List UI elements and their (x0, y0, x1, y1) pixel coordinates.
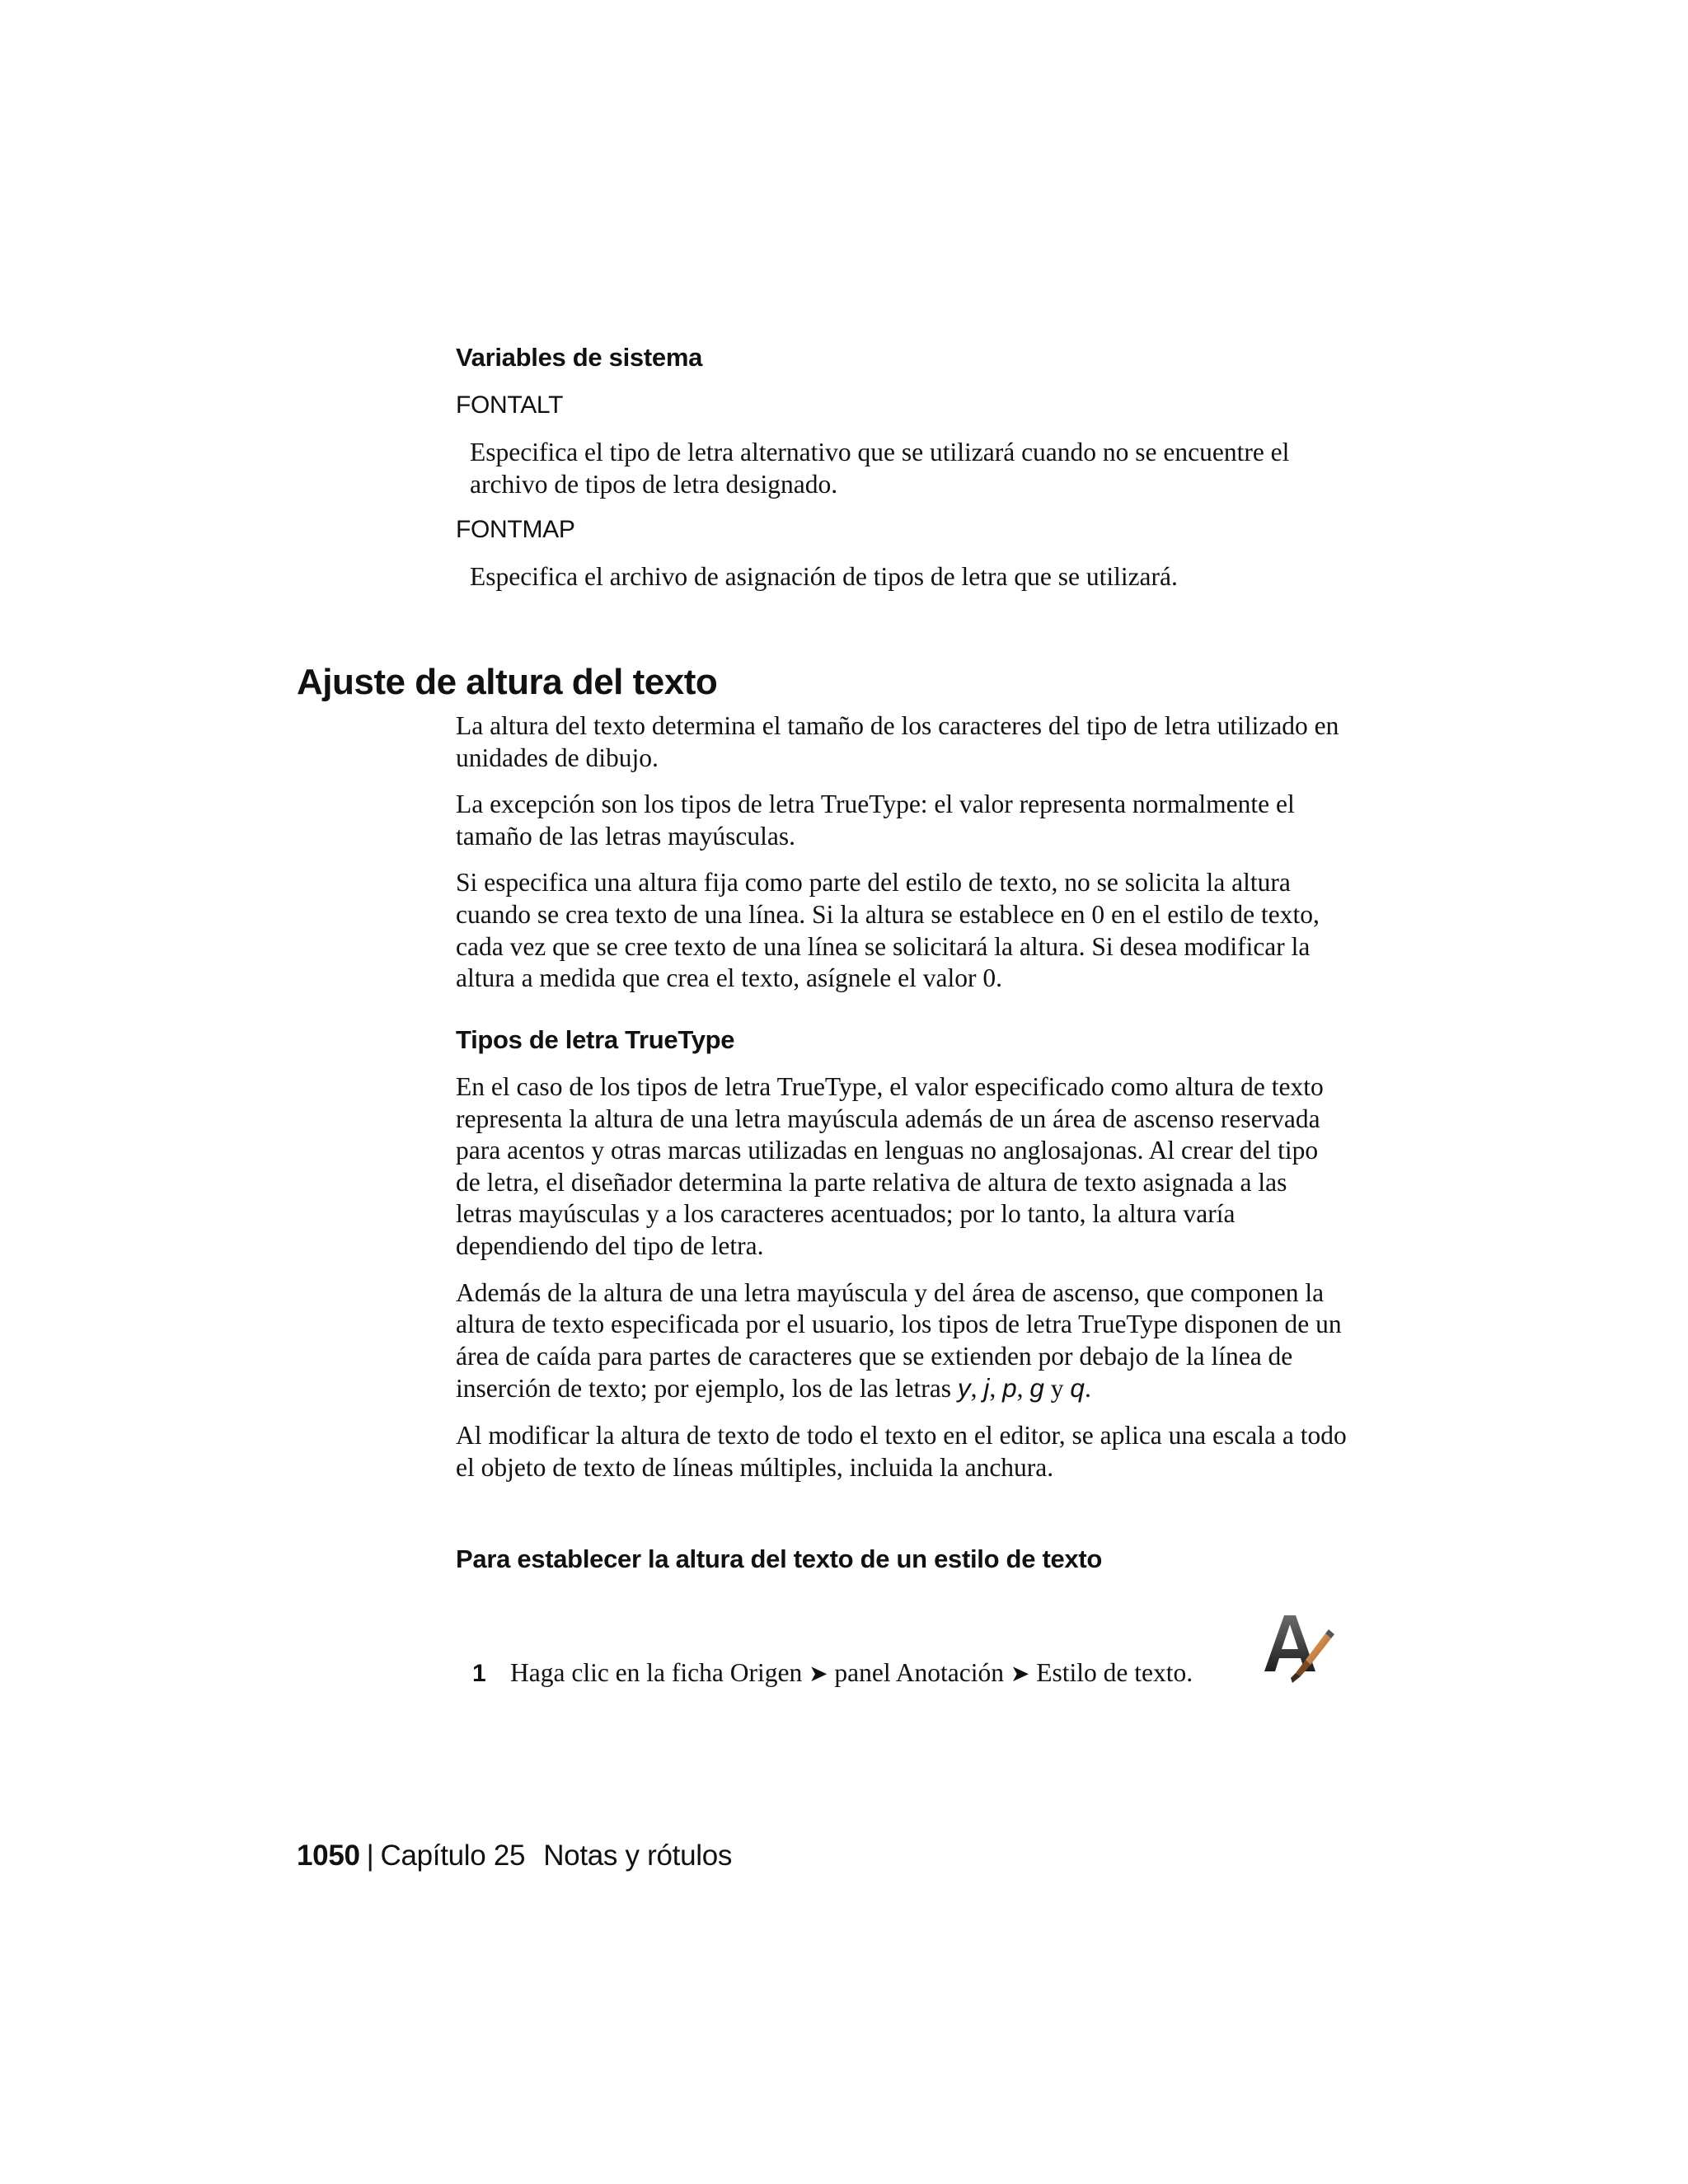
paragraph-descender-area (456, 1277, 1348, 1405)
section-body (456, 710, 1348, 995)
step-number: 1 (472, 1660, 486, 1687)
term-fontmap: FONTMAP (456, 516, 575, 544)
term-fontalt-description: Especifica el tipo de letra alternativo que se utilizará cuando no se encuentre el archivo de tipos de letra designado. (470, 438, 1290, 499)
letter-j: j (983, 1373, 990, 1404)
page-number: 1050 (297, 1840, 360, 1872)
paragraph-truetype-height: En el caso de los tipos de letra TrueType, el valor especificado como altura de texto representa la altura de una letra mayúscula además de un área de ascenso reservada para acentos y otras marcas utilizadas en lenguas no anglosajonas. Al crear del tipo de letra, el diseñador determina la parte relativa de altura de texto asignada a las letras mayúsculas y a los caracteres acentuados; por lo tanto, la altura varía dependiendo del tipo de letra. (456, 1072, 1324, 1260)
letter-g: g (1029, 1373, 1044, 1404)
system-variables-block (456, 341, 1348, 593)
letter-q: q (1070, 1373, 1085, 1404)
comma-1: , (970, 1374, 984, 1404)
footer-separator: | (366, 1840, 374, 1872)
term-fontalt: FONTALT (456, 391, 564, 419)
truetype-section (456, 1024, 1348, 1483)
section-title: Ajuste de altura del texto (297, 662, 718, 702)
paragraph-scale-mtext: Al modificar la altura de texto de todo el texto en el editor, se aplica una escala a todo el objeto de texto de líneas múltiples, incluida la anchura. (456, 1420, 1347, 1482)
comma-2: , (989, 1374, 1003, 1404)
conjunction-y: y (1043, 1374, 1071, 1404)
step-origin-tab: Haga clic en la ficha Origen (510, 1658, 803, 1687)
paragraph-text-height: La altura del texto determina el tamaño de los caracteres del tipo de letra utilizado en unidades de dibujo. (456, 711, 1339, 772)
chapter-label: Capítulo 25 (380, 1840, 526, 1872)
truetype-heading: Tipos de letra TrueType (456, 1025, 735, 1054)
period: . (1084, 1374, 1091, 1404)
comma-3: , (1016, 1374, 1030, 1404)
system-variables-heading: Variables de sistema (456, 343, 703, 372)
procedure-block (456, 1543, 1348, 1576)
chapter-title: Notas y rótulos (543, 1840, 733, 1872)
step-annotation-panel: panel Anotación (834, 1658, 1004, 1687)
procedure-step-1 (472, 1658, 1193, 1688)
step-text-style: Estilo de texto. (1036, 1658, 1193, 1687)
arrow-right-icon: ➤ (809, 1660, 828, 1687)
letter-y: y (957, 1373, 971, 1404)
page-footer (297, 1838, 732, 1874)
step-text (510, 1658, 1193, 1688)
text-style-icon (1259, 1610, 1335, 1686)
paragraph-truetype-exception: La excepción son los tipos de letra TrueType: el valor representa normalmente el tamaño de las letras mayúsculas. (456, 790, 1295, 851)
paragraph-fixed-height: Si especifica una altura fija como parte del estilo de texto, no se solicita la altura cuando se crea texto de una línea. Si la altura se establece en 0 en el estilo de texto, cada vez que se cree texto de una línea se solicitará la altura. Si desea modificar la altura a medida que crea el texto, asígnele el valor 0. (456, 868, 1320, 993)
procedure-heading: Para establecer la altura del texto de un estilo de texto (456, 1544, 1103, 1573)
descender-text: Además de la altura de una letra mayúscula y del área de ascenso, que componen la altura de texto especificada por el usuario, los tipos de letra TrueType disponen de un área de caída para partes de caracteres que se extienden por debajo de la línea de inserción de texto; por ejemplo, los de las letras (456, 1277, 1342, 1404)
arrow-right-icon: ➤ (1010, 1660, 1030, 1687)
term-fontmap-description: Especifica el archivo de asignación de tipos de letra que se utilizará. (470, 562, 1178, 592)
letter-p: p (1002, 1373, 1017, 1404)
